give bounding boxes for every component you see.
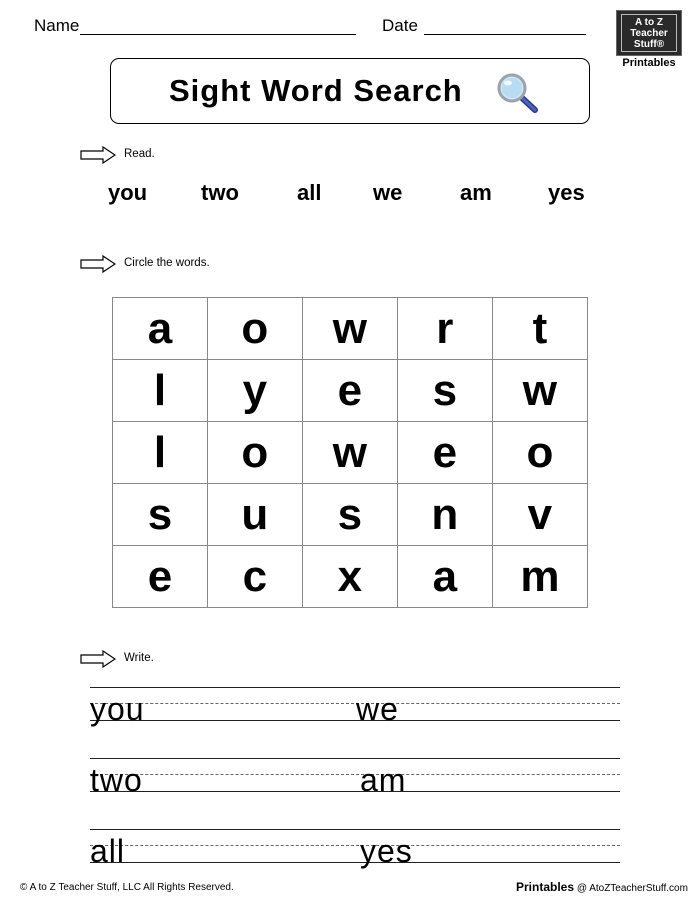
circle-instruction: Circle the words. <box>124 257 210 269</box>
handwriting-base-line[interactable] <box>90 862 620 863</box>
name-line[interactable] <box>80 34 356 35</box>
name-label: Name <box>34 16 80 35</box>
trace-word-am: am <box>360 762 407 798</box>
grid-cell[interactable]: x <box>302 546 397 608</box>
grid-cell[interactable]: y <box>207 360 302 422</box>
logo-text: A to Z Teacher Stuff® <box>621 14 677 52</box>
grid-cell[interactable]: s <box>302 484 397 546</box>
write-instruction: Write. <box>124 652 154 664</box>
magnifying-glass-icon <box>495 72 541 114</box>
brand-logo <box>616 10 684 72</box>
grid-cell[interactable]: n <box>397 484 492 546</box>
outline-arrow-right-icon <box>80 650 116 668</box>
logo-sub: Printables <box>622 57 676 69</box>
read-word-yes: yes <box>548 180 585 205</box>
grid-cell[interactable]: u <box>207 484 302 546</box>
read-word-all: all <box>297 180 322 205</box>
grid-row <box>113 484 588 546</box>
handwriting-mid-line <box>90 703 620 704</box>
handwriting-base-line[interactable] <box>90 791 620 792</box>
outline-arrow-right-icon <box>80 255 116 273</box>
grid-row <box>113 360 588 422</box>
handwriting-base-line[interactable] <box>90 720 620 721</box>
grid-row <box>113 298 588 360</box>
grid-cell[interactable]: w <box>492 360 587 422</box>
grid-cell[interactable]: e <box>113 546 208 608</box>
handwriting-top-line <box>90 758 620 759</box>
grid-cell[interactable]: l <box>113 360 208 422</box>
grid-cell[interactable]: e <box>397 422 492 484</box>
read-instruction: Read. <box>124 148 155 160</box>
grid-cell[interactable]: o <box>492 422 587 484</box>
grid-cell[interactable]: a <box>397 546 492 608</box>
grid-cell[interactable]: w <box>302 422 397 484</box>
handwriting-top-line <box>90 829 620 830</box>
grid-cell[interactable]: r <box>397 298 492 360</box>
grid-cell[interactable]: v <box>492 484 587 546</box>
read-word-am: am <box>460 180 492 205</box>
grid-cell[interactable]: t <box>492 298 587 360</box>
trace-word-we: we <box>356 691 399 727</box>
copyright-text: © A to Z Teacher Stuff, LLC All Rights Reserved. <box>20 882 234 893</box>
handwriting-mid-line <box>90 774 620 775</box>
grid-cell[interactable]: l <box>113 422 208 484</box>
footer-site: @ AtoZTeacherStuff.com <box>576 883 688 894</box>
grid-cell[interactable]: e <box>302 360 397 422</box>
date-line[interactable] <box>424 34 586 35</box>
grid-cell[interactable]: m <box>492 546 587 608</box>
grid-cell[interactable]: o <box>207 298 302 360</box>
read-word-two: two <box>201 180 239 205</box>
grid-row <box>113 422 588 484</box>
trace-word-yes: yes <box>360 833 413 869</box>
word-search-grid <box>112 297 588 608</box>
grid-row <box>113 546 588 608</box>
grid-cell[interactable]: s <box>113 484 208 546</box>
trace-word-all: all <box>90 833 126 869</box>
read-word-we: we <box>373 180 403 205</box>
footer-brand-name: Printables <box>516 880 575 894</box>
grid-cell[interactable]: s <box>397 360 492 422</box>
footer-brand <box>516 880 688 894</box>
title-box <box>110 58 590 124</box>
read-word-you: you <box>108 180 148 205</box>
grid-cell[interactable]: a <box>113 298 208 360</box>
grid-cell[interactable]: w <box>302 298 397 360</box>
date-label: Date <box>382 16 418 35</box>
grid-cell[interactable]: o <box>207 422 302 484</box>
outline-arrow-right-icon <box>80 146 116 164</box>
page-title: Sight Word Search <box>169 73 463 108</box>
handwriting-mid-line <box>90 845 620 846</box>
grid-cell[interactable]: c <box>207 546 302 608</box>
handwriting-top-line <box>90 687 620 688</box>
trace-word-you: you <box>90 691 145 727</box>
trace-word-two: two <box>90 762 143 798</box>
